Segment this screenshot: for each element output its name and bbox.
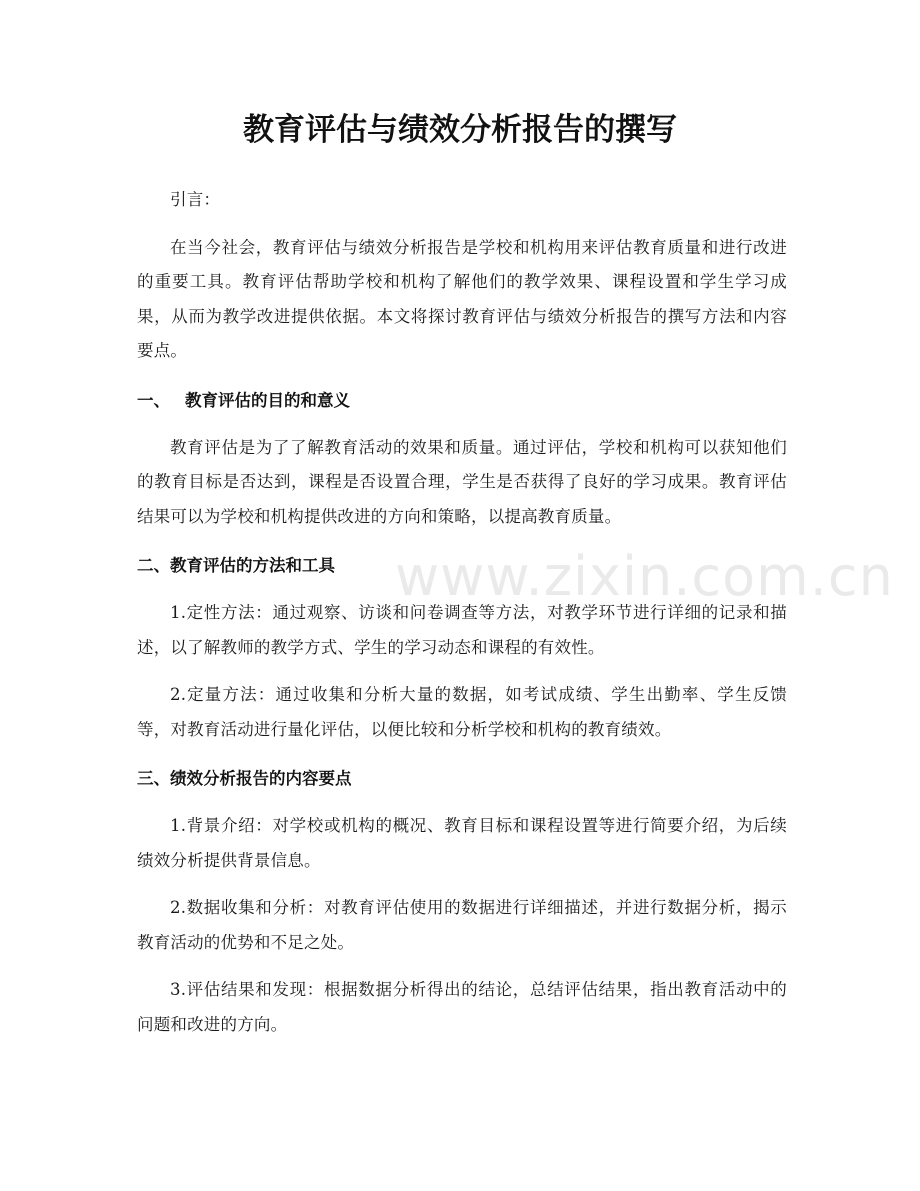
intro-label: 引言： [170,190,221,209]
document-body [137,183,787,1042]
section-number-3: 三、 [137,769,170,788]
section-number-1: 一、 [137,390,170,410]
section-2-paragraph-2: 2.定量方法：通过收集和分析大量的数据，如考试成绩、学生出勤率、学生反馈等，对教育活动进行量化评估，以便比较和分析学校和机构的教育绩效。 [137,685,787,739]
section-3-paragraph-1: 1.背景介绍：对学校或机构的概况、教育目标和课程设置等进行简要介绍，为后续绩效分析提供背景信息。 [137,816,787,870]
watermark: www.zixin.com.cn [395,545,894,608]
section-2-paragraph-1: 1.定性方法：通过观察、访谈和问卷调查等方法，对教学环节进行详细的记录和描述，以了解教师的教学方式、学生的学习动态和课程的有效性。 [137,603,787,657]
section-3-paragraph-3: 3.评估结果和发现：根据数据分析得出的结论，总结评估结果，指出教育活动中的问题和改进的方向。 [137,980,787,1034]
section-title-2: 教育评估的方法和工具 [170,556,335,575]
section-number-2: 二、 [137,556,170,575]
section-heading-2 [137,549,787,583]
section-title-1: 教育评估的目的和意义 [185,390,350,410]
section-1-paragraph-1: 教育评估是为了了解教育活动的效果和质量。通过评估，学校和机构可以获知他们的教育目标是否达到，课程是否设置合理，学生是否获得了良好的学习成果。教育评估结果可以为学校和机构提供改进的方向和策略，以提高教育质量。 [137,437,787,526]
section-heading-1 [137,384,787,418]
page-title: 教育评估与绩效分析报告的撰写 [243,112,677,148]
section-3-paragraph-2: 2.数据收集和分析：对教育评估使用的数据进行详细描述，并进行数据分析，揭示教育活动的优势和不足之处。 [137,898,787,952]
section-heading-3 [137,762,787,796]
section-title-3: 绩效分析报告的内容要点 [170,769,352,788]
intro-paragraph: 在当今社会，教育评估与绩效分析报告是学校和机构用来评估教育质量和进行改进的重要工具。教育评估帮助学校和机构了解他们的教学效果、课程设置和学生学习成果，从而为教学改进提供依据。本文将探讨教育评估与绩效分析报告的撰写方法和内容要点。 [137,237,787,360]
